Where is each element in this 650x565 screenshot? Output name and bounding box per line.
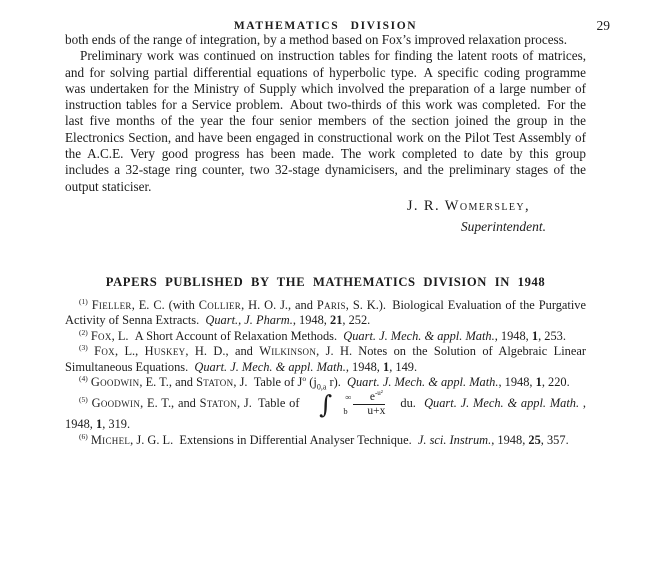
papers-heading: PAPERS PUBLISHED BY THE MATHEMATICS DIVISION IN 1948 — [105, 274, 546, 289]
paragraph: Preliminary work was continued on instruction tables for finding the latent roots of matrices, and for solving partial differential equations of hyperbolic type. A specific coding programme was undertaken for the Ministry of Supply which involved the preparation of a large number of instruction tables for a Service problem. About two-thirds of this work was completed. For the last five months of the year the four senior members of the section joined the group in the Electronics Section, and have been engaged in constructional work on the Pilot Test Assembly of the A.C.E. Very good progress has been made. The work completed to date by this group includes a 32-stage ring counter, two 32-stage dynamicisers, and the preliminary stages of the output staticiser. — [65, 48, 586, 194]
paragraph: both ends of the range of integration, by a method based on Fox’s improved relaxation process. — [65, 32, 568, 47]
reference-item: $^{(1)}$ Fieller, E. C. (with Collier, H. O. J., and Paris, S. K.). Biological Evaluation of the Purgative Activity of Senna Extracts. Quart., J. Pharm., 1948, 21, 252. — [65, 296, 587, 328]
reference-item: $^{(6)}$ Michel, J. G. L. Extensions in Differential Analyser Technique. J. sci. Instrum., 1948, 25, 357. — [79, 431, 569, 447]
signature-name: J. R. Womersley, — [406, 197, 530, 214]
running-title: MATHEMATICS DIVISION — [233, 20, 418, 32]
reference-item: $^{(4)}$ Goodwin, E. T., and Staton, J. Table of $J^o$ ($j_{0,a}$ r). Quart. J. Mech. & appl. Math., 1948, 1, 220. — [79, 374, 570, 392]
reference-item: $^{(5)}$ Goodwin, E. T., and Staton, J. Table of ∫ ∞ b $\frac{e^{-u^2}}{u+x}$ du. Quart. J. Mech. & appl. Math. , 1948, 1, 319. — [65, 389, 587, 432]
page-header — [65, 18, 610, 33]
report-body — [65, 32, 586, 195]
reference-item: $^{(2)}$ Fox, L. A Short Account of Relaxation Methods. Quart. J. Mech. & appl. Math., 1948, 1, 253. — [79, 327, 566, 343]
page-number: 29 — [596, 18, 610, 33]
reference-item: $^{(3)}$ Fox, L., Huskey, H. D., and Wilkinson, J. H. Notes on the Solution of Algebraic Linear Simultaneous Equations. Quart. J. Mech. & appl. Math., 1948, 1, 149. — [65, 343, 586, 374]
signature-title: Superintendent. — [460, 218, 546, 234]
integral-expression: ∫ ∞ b $\frac{e^{-u^2}}{u+x}$ du. — [319, 389, 416, 419]
references-list — [65, 298, 586, 448]
